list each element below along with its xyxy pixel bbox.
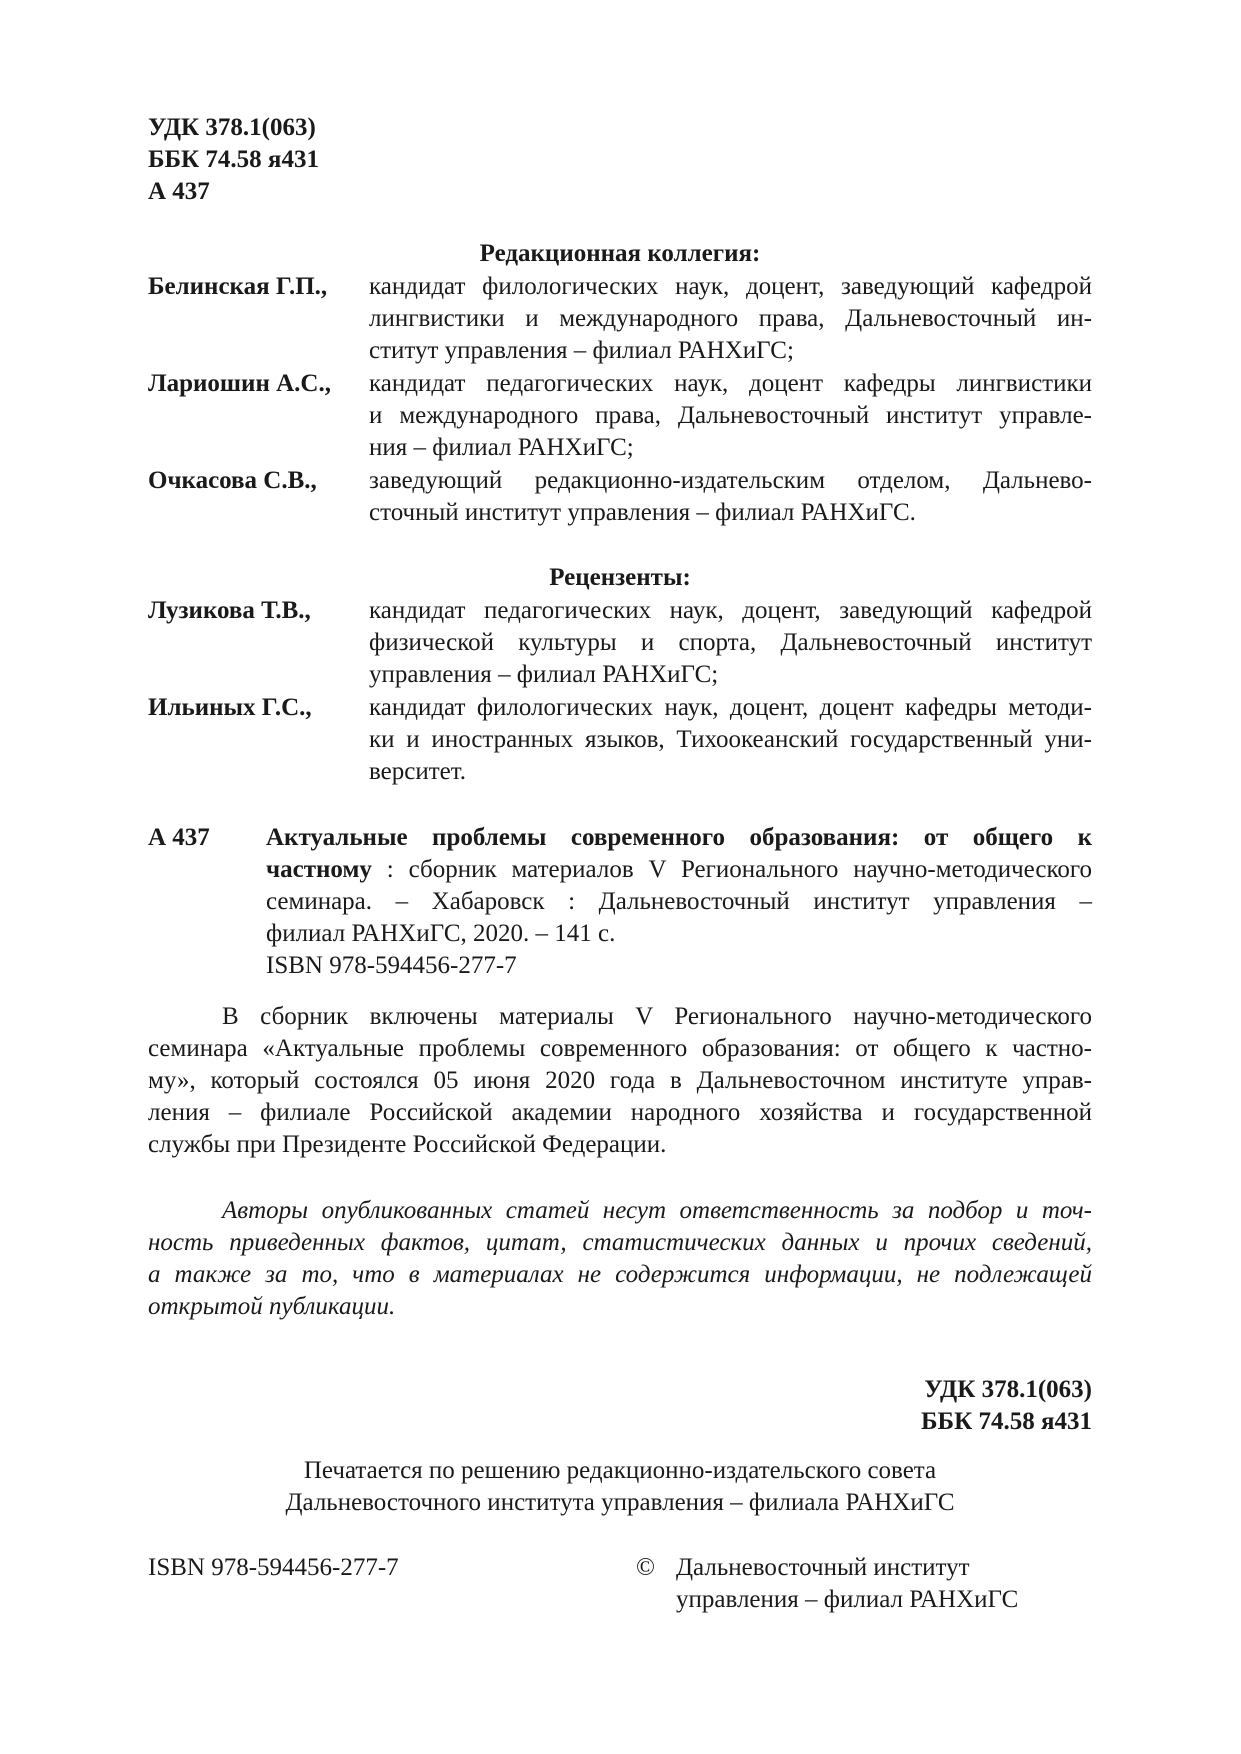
classification-codes xyxy=(148,112,548,208)
udc-code: УДК 378.1(063) xyxy=(924,1376,1092,1403)
bbk-code: ББК 74.58 я431 xyxy=(148,146,319,173)
member-name: Очкасова С.В., xyxy=(148,467,317,494)
abstract-paragraph: В сборник включены материалы V Регионального научно-методического семинара «Актуальные проблемы современного образования: от общего к частно- му», который состоялся 05 июня 2020 года в Дальневосточном институте управ- ления – филиале Российской академии народного хозяйства и государственной службы при Президенте Российской Федерации. xyxy=(148,1003,1092,1158)
disclaimer-paragraph: Авторы опубликованных статей несут ответственность за подбор и точ- ность приведенных фактов, цитат, статистических данных и прочих сведений, а также за то, что в материалах не содержится информации, не подлежащей открытой публикации. xyxy=(148,1197,1092,1320)
member-name: Белинская Г.П., xyxy=(148,273,328,300)
classification-codes-bottom xyxy=(921,1374,1092,1438)
reviewer-description: кандидат филологических наук, доцент, доцент кафедры методи- ки и иностранных языков, Тихоокеанский государственный уни- верситет. xyxy=(369,694,1092,785)
member-name: Лариошин А.С., xyxy=(148,370,331,397)
book-title: Актуальные проблемы современного образования: от общего к xyxy=(266,824,1092,851)
member-description: заведующий редакционно-издательским отделом, Дальнево- сточный институт управления – филиал РАНХиГС. xyxy=(369,467,1092,526)
catalog-isbn: ISBN 978-594456-277-7 xyxy=(266,952,517,979)
member-description: кандидат филологических наук, доцент, заведующий кафедрой лингвистики и международного права, Дальневосточный ин- ститут управления – филиал РАНХиГС; xyxy=(369,273,1092,364)
book-title-continued: частному xyxy=(266,856,372,883)
isbn: ISBN 978-594456-277-7 xyxy=(148,1554,399,1581)
member-description: кандидат педагогических наук, доцент кафедры лингвистики и международного права, Дальневосточный институт управле- ния – филиал РАНХиГС; xyxy=(369,370,1092,461)
reviewers-heading: Рецензенты: xyxy=(549,564,691,591)
catalog-body: Актуальные проблемы современного образования: от общего к частному : сборник материалов V Регионального научно-методического семинара. – Хабаровск : Дальневосточный институт управления – филиал РАНХиГС, 2020. – 141 с. ISBN 978-594456-277-7 xyxy=(266,822,1092,982)
publication-note: Печатается по решению редакционно-издательского совета Дальневосточного института управления – филиала РАНХиГС xyxy=(285,1457,955,1516)
editorial-board-heading: Редакционная коллегия: xyxy=(479,240,761,267)
copyright-holder: Дальневосточный институт управления – филиал РАНХиГС xyxy=(676,1554,1019,1613)
reviewer-name: Ильиных Г.С., xyxy=(148,694,312,721)
udc-code: УДК 378.1(063) xyxy=(148,114,316,141)
reviewer-description: кандидат педагогических наук, доцент, заведующий кафедрой физической культуры и спорта, Дальневосточный институт управления – филиал РАНХиГС; xyxy=(369,597,1092,688)
copyright-icon: © xyxy=(636,1554,655,1581)
bbk-code: ББК 74.58 я431 xyxy=(921,1408,1092,1435)
reviewer-name: Лузикова Т.В., xyxy=(148,597,311,624)
catalog-code: А 437 xyxy=(148,824,210,851)
author-sign: А 437 xyxy=(148,178,210,205)
